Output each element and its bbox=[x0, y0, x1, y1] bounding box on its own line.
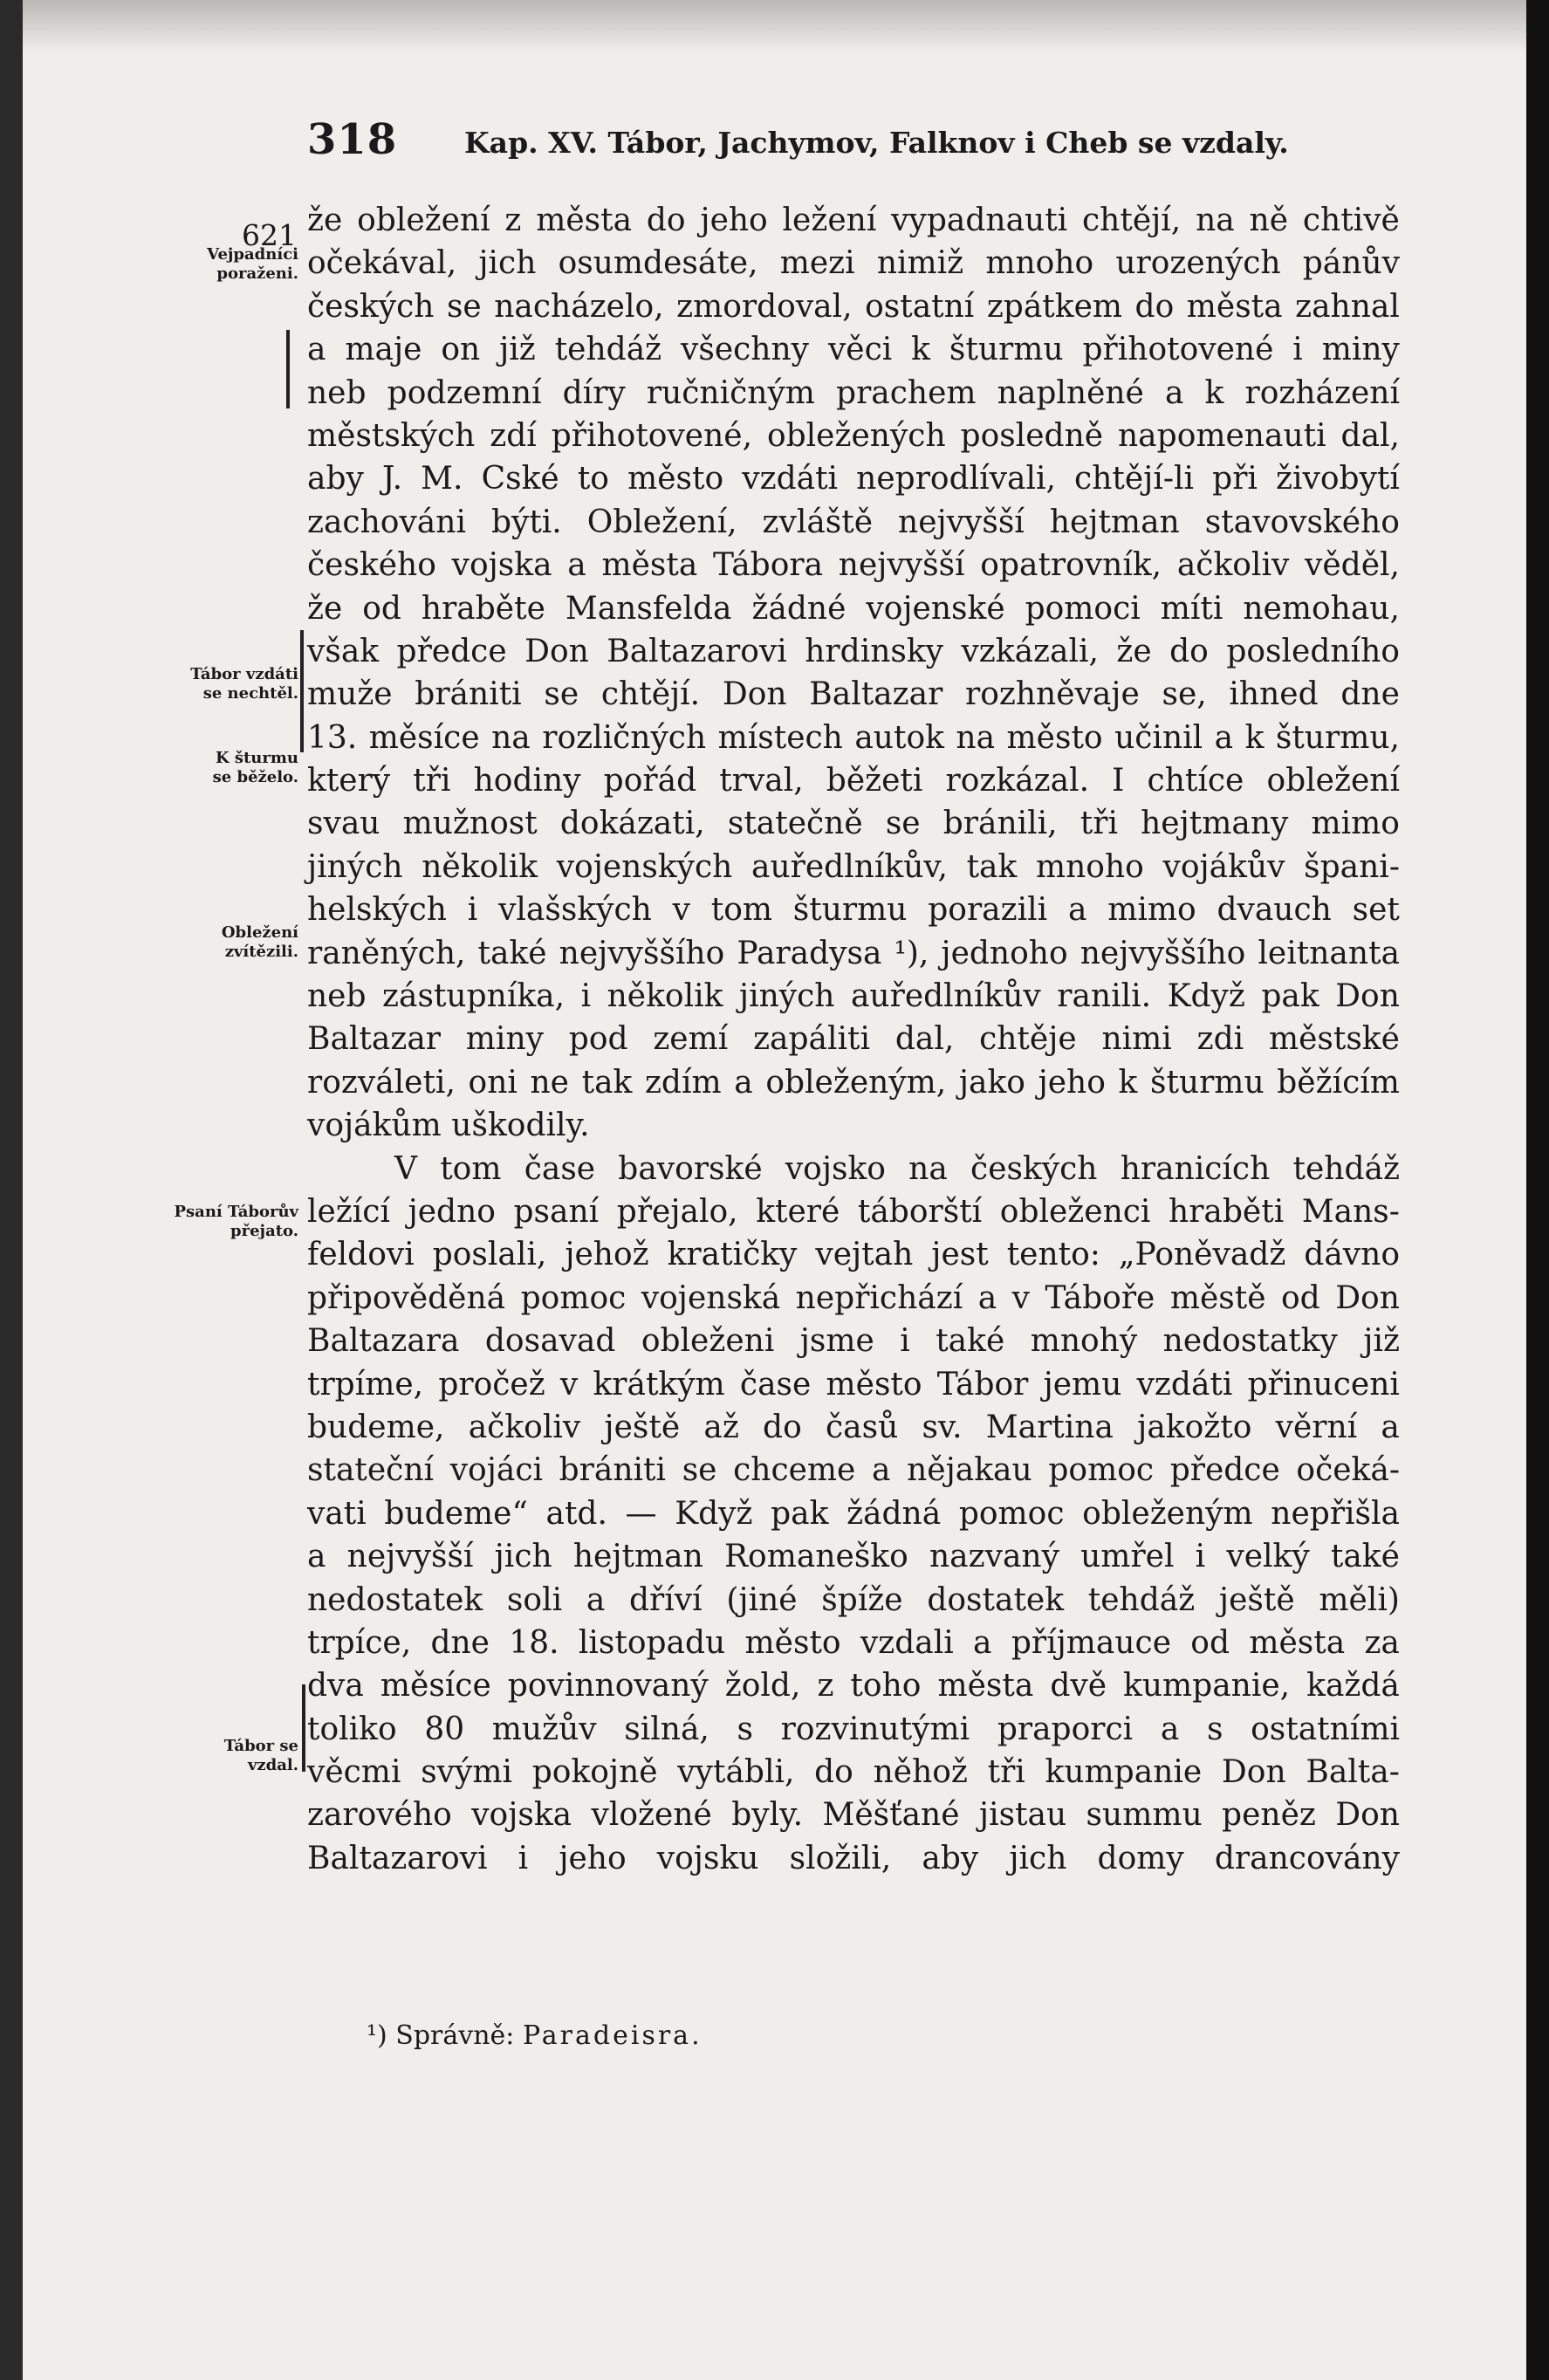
scan-top-shadow bbox=[23, 0, 1526, 52]
text-line: že obležení z města do jeho ležení vypadnauti chtějí, na ně chtivě bbox=[307, 202, 1400, 238]
running-head: Kap. XV. Tábor, Jachymov, Falknov i Cheb se vzdaly. bbox=[464, 126, 1289, 160]
text-line: raněných, také nejvyššího Paradysa ¹), jednoho nejvyššího leitnanta bbox=[307, 935, 1400, 971]
text-line: rozváleti, oni ne tak zdím a obleženým, jako jeho k šturmu běžícím bbox=[307, 1064, 1400, 1101]
margin-note-k-sturmu: K šturmu se běželo. bbox=[212, 749, 298, 786]
text-line: Baltazara dosavad obleženi jsme i také mnohý nedostatky již bbox=[307, 1323, 1400, 1360]
text-line: stateční vojáci brániti se chceme a nějakau pomoc předce očeká- bbox=[307, 1452, 1400, 1489]
margin-bracket bbox=[302, 1684, 305, 1772]
page-number: 318 bbox=[307, 115, 398, 164]
text-line: aby J. M. Cské to město vzdáti neprodlívali, chtějí-li při živobytí bbox=[307, 461, 1400, 497]
text-line: svau mužnost dokázati, statečně se bránili, tři hejtmany mimo bbox=[307, 806, 1400, 842]
text-line: V tom čase bavorské vojsko na českých hranicích tehdáž bbox=[394, 1150, 1400, 1187]
text-line: českého vojska a města Tábora nejvyšší opatrovník, ačkoliv věděl, bbox=[307, 547, 1400, 584]
footnote-text: Paradeisra. bbox=[522, 2020, 703, 2051]
text-line: budeme, ačkoliv ještě až do časů sv. Martina jakožto věrní a bbox=[307, 1409, 1400, 1445]
text-line: Baltazarovi i jeho vojsku složili, aby jich domy drancovány bbox=[307, 1840, 1400, 1876]
scan-left-edge bbox=[0, 0, 23, 2380]
text-line: očekával, jich osumdesáte, mezi nimiž mnoho urozených pánův bbox=[307, 245, 1400, 282]
text-line: trpíce, dne 18. listopadu město vzdali a příjmauce od města za bbox=[307, 1624, 1400, 1661]
margin-note-tabor-nechtel: Tábor vzdáti se nechtěl. bbox=[190, 665, 298, 703]
margin-note-oblezeni-zvitezili: Obležení zvítězili. bbox=[221, 923, 298, 961]
footnote bbox=[367, 2020, 703, 2051]
text-line: nedostatek soli a dříví (jiné špíže dostatek tehdáž ještě měli) bbox=[307, 1581, 1400, 1618]
margin-bracket bbox=[300, 630, 304, 752]
text-line: že od hraběte Mansfelda žádné vojenské pomoci míti nemohau, bbox=[307, 590, 1400, 627]
text-line: městských zdí přihotovené, obležených posledně napomenauti dal, bbox=[307, 417, 1400, 454]
text-line: Baltazar miny pod zemí zapáliti dal, chtěje nimi zdi městské bbox=[307, 1021, 1400, 1058]
text-line: a nejvyšší jich hejtman Romaneško nazvaný umřel i velký také bbox=[307, 1539, 1400, 1575]
text-line: věcmi svými pokojně vytábli, do něhož tři kumpanie Don Balta- bbox=[307, 1754, 1400, 1791]
text-line: trpíme, pročež v krátkým čase město Tábor jemu vzdáti přinuceni bbox=[307, 1366, 1400, 1403]
body-text bbox=[307, 199, 1400, 1880]
text-line: neb podzemní díry ručničným prachem naplněné a k rozházení bbox=[307, 374, 1400, 411]
page-header bbox=[307, 115, 1400, 168]
margin-note-vejpadnici: Vejpadníci poraženi. bbox=[207, 245, 298, 283]
text-line: který tři hodiny pořád trval, běžeti rozkázal. I chtíce obležení bbox=[307, 763, 1400, 799]
text-line: však předce Don Baltazarovi hrdinsky vzkázali, že do posledního bbox=[307, 633, 1400, 669]
text-line: připověděná pomoc vojenská nepřichází a v Táboře městě od Don bbox=[307, 1279, 1400, 1316]
text-line: muže brániti se chtějí. Don Baltazar rozhněvaje se, ihned dne bbox=[307, 676, 1400, 713]
text-line: toliko 80 mužův silná, s rozvinutými praporci a s ostatními bbox=[307, 1711, 1400, 1747]
text-line: českých se nacházelo, zmordoval, ostatní zpátkem do města zahnal bbox=[307, 288, 1400, 325]
margin-note-tabor-se-vzdal: Tábor se vzdal. bbox=[223, 1737, 298, 1774]
text-line: neb zástupníka, i několik jiných auředlníkův ranili. Když pak Don bbox=[307, 978, 1400, 1015]
footnote-marker: ¹) Správně: bbox=[367, 2020, 515, 2051]
text-line: feldovi poslali, jehož kratičky vejtah jest tento: „Poněvadž dávno bbox=[307, 1237, 1400, 1273]
margin-section-number: 621 bbox=[242, 218, 297, 252]
text-line: zachováni býti. Obležení, zvláště nejvyšší hejtman stavovského bbox=[307, 504, 1400, 540]
margin-bracket bbox=[286, 330, 290, 408]
text-line: zarového vojska vložené byly. Měšťané jistau summu peněz Don bbox=[307, 1797, 1400, 1834]
text-line: ležící jedno psaní přejalo, které táborští obleženci hraběti Mans- bbox=[307, 1193, 1400, 1230]
text-line: vojákům uškodily. bbox=[307, 1108, 590, 1144]
text-line: helských i vlašských v tom šturmu porazili a mimo dvauch set bbox=[307, 892, 1400, 929]
text-line: dva měsíce povinnovaný žold, z toho města dvě kumpanie, každá bbox=[307, 1668, 1400, 1704]
text-line: vati budeme“ atd. — Když pak žádná pomoc obleženým nepřišla bbox=[307, 1495, 1400, 1532]
margin-note-psani-taboruv: Psaní Táborův přejato. bbox=[174, 1203, 298, 1240]
text-line: a maje on již tehdáž všechny věci k šturmu přihotovené i miny bbox=[307, 332, 1400, 368]
scan-right-edge bbox=[1526, 0, 1549, 2380]
text-line: 13. měsíce na rozličných místech autok na město učinil a k šturmu, bbox=[307, 719, 1400, 756]
text-line: jiných několik vojenských auředlníkův, tak mnoho vojákův špani- bbox=[307, 848, 1400, 885]
